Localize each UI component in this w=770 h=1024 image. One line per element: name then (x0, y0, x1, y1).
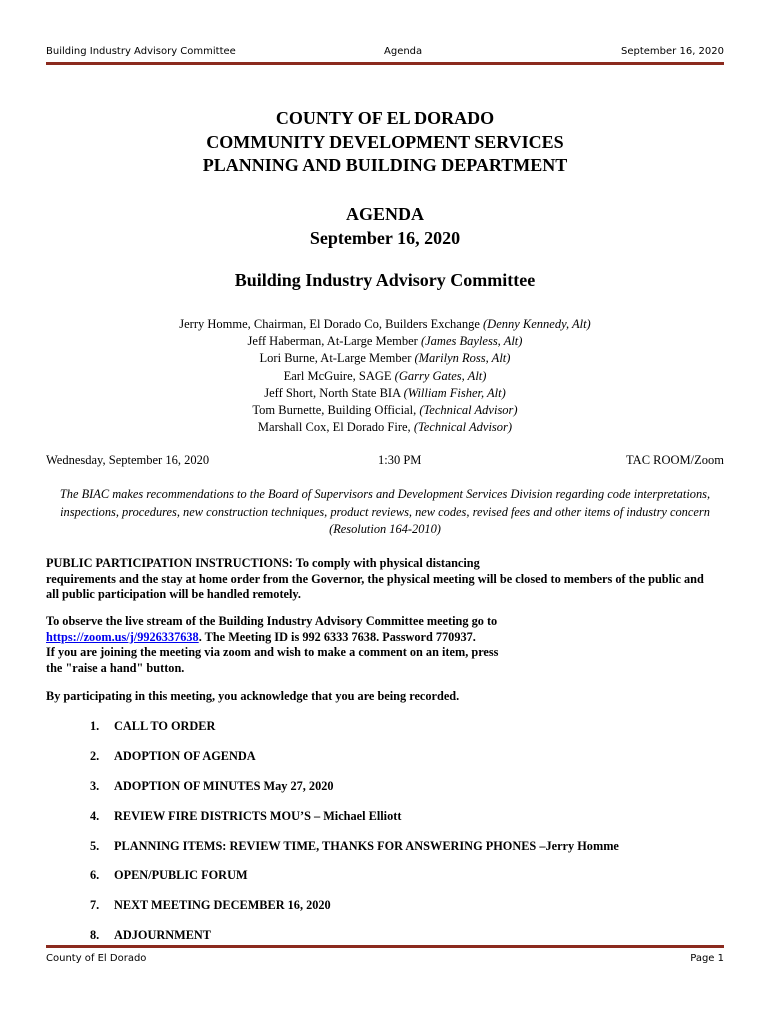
agenda-item (90, 719, 215, 734)
recording-notice: By participating in this meeting, you acknowledge that you are being recorded. (46, 689, 460, 703)
agenda-item (90, 868, 248, 883)
item-text: CALL TO ORDER (114, 719, 216, 733)
item-text: ADJOURNMENT (114, 928, 212, 942)
item-number: 1. (90, 719, 100, 733)
member-line: Jeff Short, North State BIA (William Fisher, Alt) (264, 385, 506, 400)
header-rule (46, 62, 724, 65)
footer-left: County of El Dorado (46, 953, 147, 964)
header-right: September 16, 2020 (621, 46, 724, 57)
page-number: Page 1 (690, 953, 724, 964)
header-left: Building Industry Advisory Committee (46, 46, 236, 57)
zoom-link[interactable]: https://zoom.us/j/9926337638 (46, 629, 199, 644)
member-line: Jeff Haberman, At-Large Member (James Bayless, Alt) (247, 334, 523, 349)
page-header (46, 44, 724, 62)
title-county: COUNTY OF EL DORADO (275, 108, 495, 128)
item-number: 4. (90, 809, 100, 823)
instructions-line: all public participation will be handled remotely. (46, 587, 301, 601)
description-resolution: (Resolution 164-2010) (329, 522, 441, 536)
item-text: ADOPTION OF MINUTES May 27, 2020 (114, 779, 334, 793)
zoom-line: If you are joining the meeting via zoom and wish to make a comment on an item, press (46, 645, 499, 659)
member-line: Jerry Homme, Chairman, El Dorado Co, Builders Exchange (Denny Kennedy, Alt) (179, 317, 591, 331)
member-line: Tom Burnette, Building Official, (Technical Advisor) (252, 403, 518, 418)
item-number: 2. (90, 749, 100, 763)
meeting-location: TAC ROOM/Zoom (626, 453, 724, 467)
item-text: REVIEW FIRE DISTRICTS MOU’S – Michael Elliott (114, 809, 402, 823)
title-date: September 16, 2020 (309, 228, 461, 248)
instructions-line: requirements and the stay at home order from the Governor, the physical meeting will be closed to members of the public and (46, 571, 704, 586)
meeting-id-text: . The Meeting ID is 992 6333 7638. Password 770937. (198, 629, 476, 644)
zoom-instructions (46, 614, 724, 676)
footer-rule (46, 945, 724, 948)
zoom-line: the "raise a hand" button. (46, 660, 185, 675)
description-line: The BIAC makes recommendations to the Board of Supervisors and Development Services Division regarding code interpretations, (59, 487, 711, 501)
zoom-line: To observe the live stream of the Building Industry Advisory Committee meeting go to (46, 614, 498, 628)
participation-instructions (46, 556, 724, 603)
meeting-info (46, 453, 724, 471)
item-number: 5. (90, 839, 100, 853)
item-number: 8. (90, 928, 100, 942)
agenda-item (90, 749, 256, 764)
item-text: OPEN/PUBLIC FORUM (114, 868, 248, 882)
title-planning: PLANNING AND BUILDING DEPARTMENT (202, 155, 568, 175)
agenda-item (90, 898, 331, 913)
agenda-item (90, 779, 334, 794)
member-line: Marshall Cox, El Dorado Fire, (Technical Advisor) (257, 420, 513, 435)
item-number: 7. (90, 898, 100, 912)
title-dept: COMMUNITY DEVELOPMENT SERVICES (206, 132, 564, 152)
member-line: Lori Burne, At-Large Member (Marilyn Ross, Alt) (259, 351, 511, 366)
agenda-item (90, 809, 401, 824)
agenda-item (90, 928, 211, 943)
item-number: 3. (90, 779, 100, 793)
member-list (0, 316, 770, 436)
header-center: Agenda (384, 46, 423, 57)
item-text: PLANNING ITEMS: REVIEW TIME, THANKS FOR ANSWERING PHONES –Jerry Homme (114, 839, 619, 853)
agenda-item (90, 839, 619, 854)
zoom-line (46, 630, 724, 646)
item-number: 6. (90, 868, 100, 882)
description-line: inspections, procedures, new construction techniques, product reviews, new codes, revised fees and other items of industry concern (60, 504, 710, 519)
biac-description (46, 486, 724, 539)
item-text: ADOPTION OF AGENDA (114, 749, 256, 763)
meeting-date: Wednesday, September 16, 2020 (46, 453, 210, 467)
member-line: Earl McGuire, SAGE (Garry Gates, Alt) (283, 368, 487, 383)
instructions-line: PUBLIC PARTICIPATION INSTRUCTIONS: To comply with physical distancing (46, 556, 480, 570)
committee-name: Building Industry Advisory Committee (234, 270, 536, 290)
title-agenda: AGENDA (345, 204, 424, 224)
meeting-time: 1:30 PM (378, 453, 422, 467)
item-text: NEXT MEETING DECEMBER 16, 2020 (114, 898, 331, 912)
